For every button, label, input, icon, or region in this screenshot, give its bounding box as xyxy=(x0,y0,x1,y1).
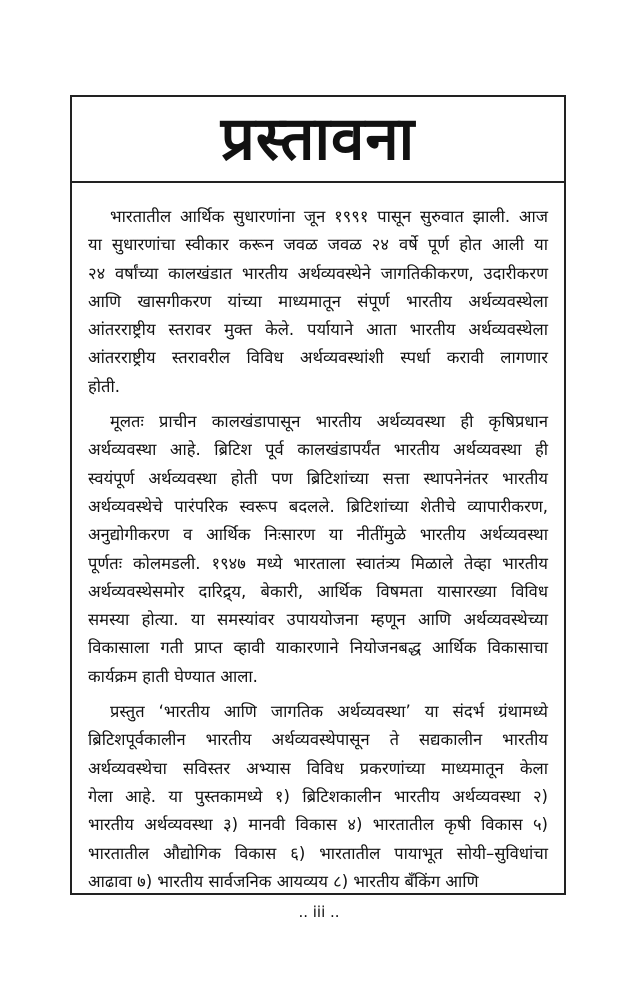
text-line: आंतरराष्ट्रीय स्तरावरील विविध अर्थव्यवस्थांशी स्पर्धा करावी लागणार xyxy=(88,348,548,368)
paragraph xyxy=(88,698,548,896)
title-box xyxy=(72,97,564,183)
text-line: भारतातील औद्योगिक विकास ६) भारतातील पायाभूत सोयी–सुविधांचा xyxy=(88,843,548,863)
text-line: स्वयंपूर्ण अर्थव्यवस्था होती पण ब्रिटिशांच्या सत्ता स्थापनेनंतर भारतीय xyxy=(88,468,548,488)
text-line: अनुद्योगीकरण व आर्थिक निःसारण या नीतींमुळे भारतीय अर्थव्यवस्था xyxy=(88,525,548,545)
text-line: भारतातील आर्थिक सुधारणांना जून १९९१ पासून सुरुवात झाली. आज xyxy=(110,207,548,226)
page-frame xyxy=(70,95,566,895)
text-line: आणि खासगीकरण यांच्या माध्यमातून संपूर्ण भारतीय अर्थव्यवस्थेला xyxy=(88,291,548,311)
text-line: मूलतः प्राचीन कालखंडापासून भारतीय अर्थव्यवस्था ही कृषिप्रधान xyxy=(110,412,548,432)
text-line: अर्थव्यवस्थेचे पारंपरिक स्वरूप बदलले. ब्रिटिशांच्या शेतीचे व्यापारीकरण, xyxy=(88,496,548,516)
page-number: .. iii .. xyxy=(298,903,340,921)
text-line: ब्रिटिशपूर्वकालीन भारतीय अर्थव्यवस्थेपासून ते सद्यकालीन भारतीय xyxy=(88,730,548,750)
page-body xyxy=(88,203,548,903)
text-line: भारतीय अर्थव्यवस्था ३) मानवी विकास ४) भारतातील कृषी विकास ५) xyxy=(88,815,548,835)
text-line: या सुधारणांचा स्वीकार करून जवळ जवळ २४ वर्षे पूर्ण होत आली या xyxy=(88,235,548,255)
text-line: गेला आहे. या पुस्तकामध्ये १) ब्रिटिशकालीन भारतीय अर्थव्यवस्था २) xyxy=(88,786,548,806)
text-line: विकासाला गती प्राप्त व्हावी याकारणाने नियोजनबद्ध आर्थिक विकासाचा xyxy=(88,638,548,658)
text-line: होती. xyxy=(88,376,120,396)
text-line: समस्या होत्या. या समस्यांवर उपाययोजना म्हणून आणि अर्थव्यवस्थेच्या xyxy=(88,610,548,630)
text-line: अर्थव्यवस्थेचा सविस्तर अभ्यास विविध प्रकरणांच्या माध्यमातून केला xyxy=(88,758,548,778)
text-line: आढावा ७) भारतीय सार्वजनिक आयव्यय ८) भारतीय बँकिंग आणि xyxy=(88,871,479,891)
text-line: पूर्णतः कोलमडली. १९४७ मध्ये भारताला स्वातंत्र्य मिळाले तेव्हा भारतीय xyxy=(88,553,548,573)
text-line: प्रस्तुत ‘भारतीय आणि जागतिक अर्थव्यवस्था’ या संदर्भ ग्रंथामध्ये xyxy=(110,702,548,722)
text-line: अर्थव्यवस्थेसमोर दारिद्र्य, बेकारी, आर्थिक विषमता यासारख्या विविध xyxy=(88,581,548,601)
paragraph xyxy=(88,203,548,401)
paragraph xyxy=(88,408,548,691)
text-line: कार्यक्रम हाती घेण्यात आला. xyxy=(88,666,258,686)
text-line: आंतरराष्ट्रीय स्तरावर मुक्त केले. पर्यायाने आता भारतीय अर्थव्यवस्थेला xyxy=(88,320,548,340)
text-line: अर्थव्यवस्था आहे. ब्रिटिश पूर्व कालखंडापर्यंत भारतीय अर्थव्यवस्था ही xyxy=(88,440,548,460)
text-line: २४ वर्षांच्या कालखंडात भारतीय अर्थव्यवस्थेने जागतिकीकरण, उदारीकरण xyxy=(88,263,548,283)
page-title: प्रस्तावना xyxy=(220,104,416,174)
